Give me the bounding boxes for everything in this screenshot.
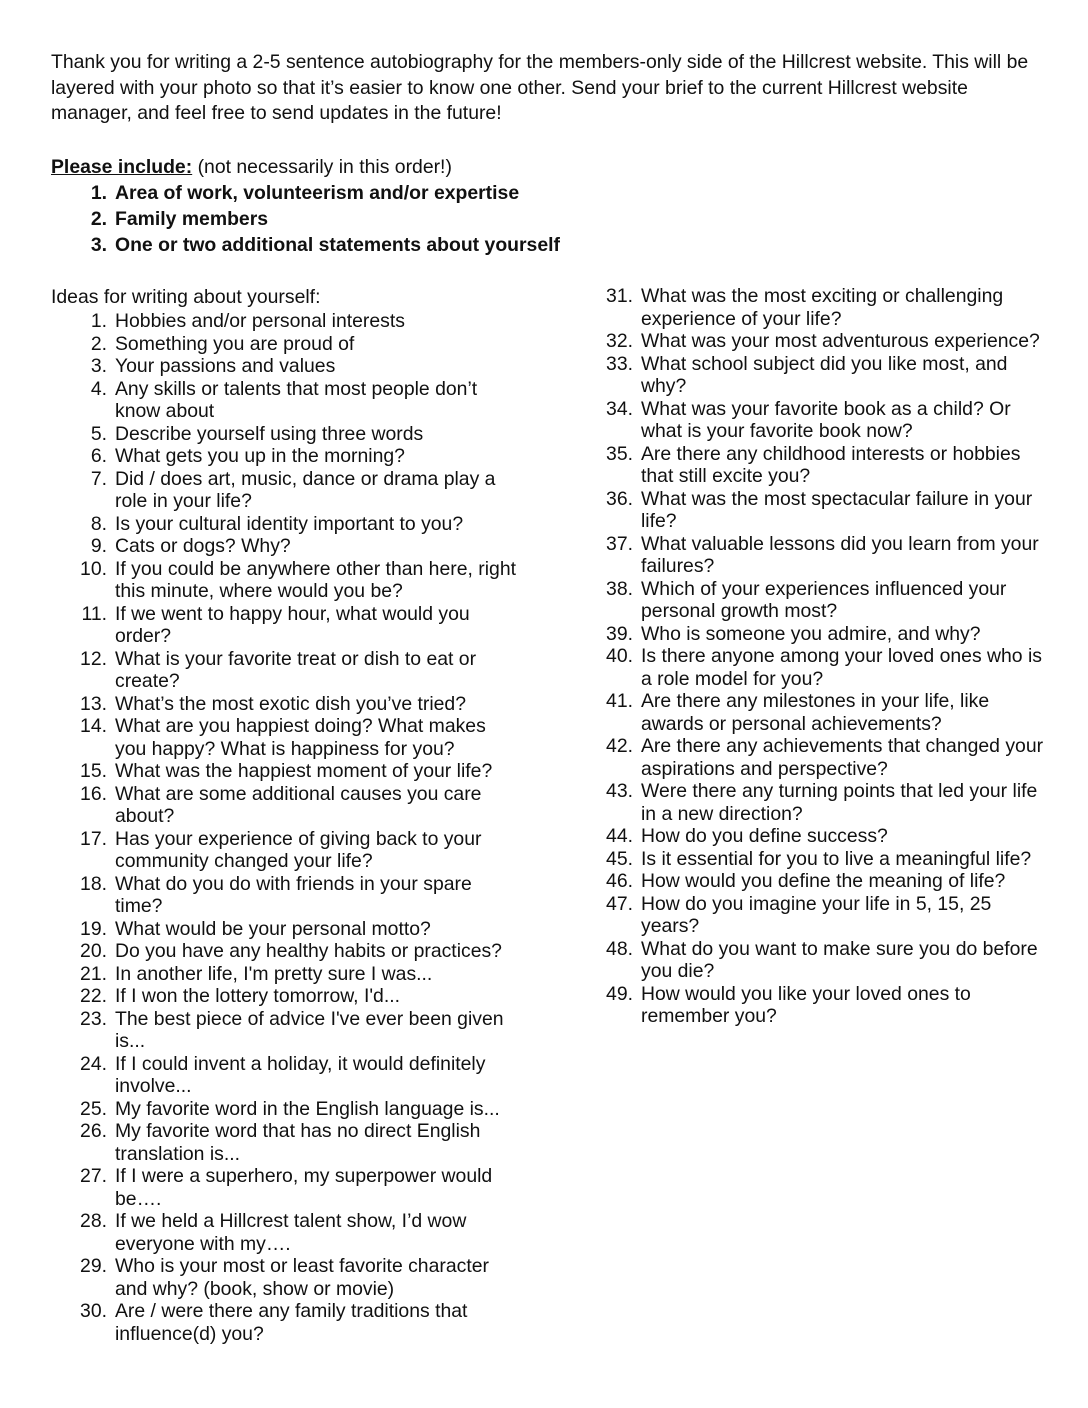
idea-item <box>51 1300 521 1345</box>
idea-item <box>577 938 1047 983</box>
item-text: In another life, I'm pretty sure I was... <box>115 962 433 985</box>
item-text: What’s the most exotic dish you’ve tried? <box>115 692 466 715</box>
idea-item <box>51 1255 521 1300</box>
item-text: Something you are proud of <box>115 332 355 355</box>
required-list <box>51 180 560 259</box>
item-text: How do you imagine your life in 5, 15, 25 years? <box>641 892 992 937</box>
idea-item <box>577 983 1047 1028</box>
idea-item <box>577 330 1047 353</box>
item-text: What was your favorite book as a child? Or what is your favorite book now? <box>641 397 1011 442</box>
item-text: Area of work, volunteerism and/or expertise <box>115 182 520 204</box>
item-number: 43. <box>606 780 633 802</box>
item-number: 5. <box>90 422 107 445</box>
required-item <box>51 180 560 206</box>
idea-item <box>577 645 1047 690</box>
idea-item <box>51 1098 521 1121</box>
item-text: What was the most spectacular failure in your life? <box>641 487 1033 532</box>
item-number: 34. <box>606 397 633 420</box>
item-number: 22. <box>80 985 107 1007</box>
item-text: One or two additional statements about yourself <box>115 234 560 257</box>
item-number: 44. <box>606 825 633 847</box>
item-text: Is there anyone among your loved ones who is a role model for you? <box>641 645 1042 690</box>
idea-item <box>51 1008 521 1053</box>
item-text: If we went to happy hour, what would you order? <box>115 602 470 647</box>
item-text: If I could invent a holiday, it would definitely involve... <box>115 1052 486 1097</box>
item-number: 32. <box>606 330 633 352</box>
item-text: Do you have any healthy habits or practices? <box>115 940 502 962</box>
idea-item <box>51 715 521 760</box>
idea-item <box>51 535 521 558</box>
item-number: 26. <box>80 1120 107 1142</box>
idea-item <box>51 445 521 468</box>
item-text: Are there any childhood interests or hobbies that still excite you? <box>641 442 1021 487</box>
item-number: 8. <box>90 512 107 535</box>
item-text: Describe yourself using three words <box>115 422 424 445</box>
item-number: 14. <box>80 715 107 737</box>
item-text: What gets you up in the morning? <box>115 445 405 467</box>
item-number: 36. <box>606 487 633 510</box>
idea-item <box>577 285 1047 330</box>
idea-item <box>51 1210 521 1255</box>
idea-item <box>577 398 1047 443</box>
item-text: The best piece of advice I've ever been given is... <box>115 1007 504 1052</box>
item-text: Were there any turning points that led your life in a new direction? <box>641 780 1038 825</box>
item-number: 1. <box>90 182 107 204</box>
idea-item <box>51 468 521 513</box>
item-text: Which of your experiences influenced your personal growth most? <box>641 577 1007 622</box>
item-number: 13. <box>80 692 107 715</box>
item-number: 2. <box>90 208 107 231</box>
item-number: 40. <box>606 645 633 667</box>
item-number: 28. <box>80 1210 107 1232</box>
item-text: What do you do with friends in your spare time? <box>115 872 472 917</box>
intro-paragraph: Thank you for writing a 2-5 sentence autobiography for the members-only side of the Hillcrest website. This will be layered with your photo so that it’s easier to know one other. Send your brief to the current Hillcrest website manager, and feel free to send updates in the future! <box>51 51 1029 124</box>
item-text: What would be your personal motto? <box>115 917 431 940</box>
item-number: 48. <box>606 937 633 960</box>
required-item <box>51 232 560 258</box>
item-text: Your passions and values <box>115 355 336 377</box>
item-number: 47. <box>606 892 633 915</box>
idea-item <box>577 533 1047 578</box>
idea-item <box>577 623 1047 646</box>
idea-item <box>51 333 521 356</box>
item-number: 6. <box>90 445 107 467</box>
idea-item <box>51 423 521 446</box>
item-text: What school subject did you like most, and why? <box>641 352 1008 397</box>
item-number: 11. <box>81 602 107 625</box>
idea-item <box>51 963 521 986</box>
include-label: Please include: <box>51 156 193 178</box>
idea-item <box>51 985 521 1008</box>
idea-item <box>51 693 521 716</box>
item-text: Who is your most or least favorite character and why? (book, show or movie) <box>115 1255 489 1300</box>
item-text: How do you define success? <box>641 825 888 847</box>
item-text: Are there any milestones in your life, like awards or personal achievements? <box>641 690 990 735</box>
idea-item <box>51 918 521 941</box>
item-number: 23. <box>80 1007 107 1030</box>
item-text: Who is someone you admire, and why? <box>641 622 981 645</box>
ideas-list-right <box>577 285 1047 1028</box>
item-text: How would you like your loved ones to remember you? <box>641 982 971 1027</box>
idea-item <box>577 848 1047 871</box>
idea-item <box>51 783 521 828</box>
item-text: What do you want to make sure you do before you die? <box>641 937 1038 982</box>
ideas-heading: Ideas for writing about yourself: <box>51 286 321 308</box>
item-number: 9. <box>90 535 107 557</box>
item-number: 21. <box>80 962 107 985</box>
item-text: What are you happiest doing? What makes you happy? What is happiness for you? <box>115 715 486 760</box>
idea-item <box>51 310 521 333</box>
include-heading <box>51 154 452 180</box>
item-text: Are there any achievements that changed your aspirations and perspective? <box>641 735 1044 780</box>
idea-item <box>51 513 521 536</box>
item-text: If we held a Hillcrest talent show, I’d wow everyone with my…. <box>115 1210 467 1255</box>
item-number: 27. <box>80 1165 107 1187</box>
item-number: 29. <box>80 1255 107 1277</box>
item-text: What is your favorite treat or dish to eat or create? <box>115 647 477 692</box>
item-number: 15. <box>80 760 107 782</box>
idea-item <box>577 488 1047 533</box>
item-text: My favorite word that has no direct English translation is... <box>115 1120 481 1165</box>
idea-item <box>577 893 1047 938</box>
item-text: Cats or dogs? Why? <box>115 535 291 557</box>
item-text: Is your cultural identity important to you? <box>115 512 464 535</box>
item-text: What was the happiest moment of your life? <box>115 760 493 782</box>
item-number: 30. <box>80 1300 107 1322</box>
required-item <box>51 206 560 232</box>
item-number: 41. <box>606 690 633 712</box>
item-number: 4. <box>90 377 107 400</box>
item-number: 20. <box>80 940 107 962</box>
idea-item <box>577 353 1047 398</box>
item-number: 3. <box>90 355 107 377</box>
item-text: Did / does art, music, dance or drama play a role in your life? <box>115 467 496 512</box>
item-number: 25. <box>80 1097 107 1120</box>
item-number: 42. <box>606 735 633 757</box>
item-number: 16. <box>80 782 107 805</box>
item-text: Any skills or talents that most people don’t know about <box>115 377 478 422</box>
item-number: 19. <box>80 917 107 940</box>
item-number: 18. <box>80 872 107 895</box>
idea-item <box>51 648 521 693</box>
item-text: Is it essential for you to live a meaningful life? <box>641 847 1032 870</box>
item-number: 45. <box>606 847 633 870</box>
item-number: 38. <box>606 577 633 600</box>
idea-item <box>51 355 521 378</box>
item-number: 35. <box>606 442 633 465</box>
idea-item <box>51 760 521 783</box>
item-text: Are / were there any family traditions that influence(d) you? <box>115 1300 468 1345</box>
item-text: If you could be anywhere other than here, right this minute, where would you be? <box>115 557 516 602</box>
item-text: If I won the lottery tomorrow, I'd... <box>115 985 400 1007</box>
idea-item <box>51 1120 521 1165</box>
item-text: What was the most exciting or challenging experience of your life? <box>641 285 1004 330</box>
item-text: Hobbies and/or personal interests <box>115 310 405 332</box>
item-number: 1. <box>90 310 107 332</box>
ideas-list-left <box>51 310 521 1345</box>
item-number: 17. <box>80 827 107 850</box>
item-number: 24. <box>80 1052 107 1075</box>
idea-item <box>577 443 1047 488</box>
idea-item <box>577 735 1047 780</box>
item-text: My favorite word in the English language is... <box>115 1097 500 1120</box>
item-text: What valuable lessons did you learn from your failures? <box>641 532 1039 577</box>
item-number: 49. <box>606 982 633 1005</box>
idea-item <box>577 578 1047 623</box>
idea-item <box>51 378 521 423</box>
idea-item <box>577 690 1047 735</box>
idea-item <box>577 825 1047 848</box>
item-number: 46. <box>606 870 633 892</box>
item-number: 2. <box>90 332 107 355</box>
item-number: 33. <box>606 352 633 375</box>
item-text: If I were a superhero, my superpower would be…. <box>115 1165 493 1210</box>
idea-item <box>51 940 521 963</box>
idea-item <box>51 603 521 648</box>
item-text: What are some additional causes you care about? <box>115 782 482 827</box>
idea-item <box>51 828 521 873</box>
item-text: What was your most adventurous experience? <box>641 330 1040 352</box>
idea-item <box>51 1165 521 1210</box>
item-number: 12. <box>80 647 107 670</box>
item-number: 10. <box>80 557 107 580</box>
idea-item <box>51 558 521 603</box>
item-text: Has your experience of giving back to your community changed your life? <box>115 827 482 872</box>
include-note: (not necessarily in this order!) <box>192 156 452 178</box>
item-number: 7. <box>90 467 107 490</box>
idea-item <box>577 870 1047 893</box>
idea-item <box>51 873 521 918</box>
item-number: 31. <box>606 285 633 307</box>
idea-item <box>51 1053 521 1098</box>
item-text: How would you define the meaning of life? <box>641 870 1006 892</box>
item-text: Family members <box>115 208 269 231</box>
idea-item <box>577 780 1047 825</box>
item-number: 37. <box>606 532 633 555</box>
item-number: 3. <box>90 234 107 257</box>
item-number: 39. <box>606 622 633 645</box>
